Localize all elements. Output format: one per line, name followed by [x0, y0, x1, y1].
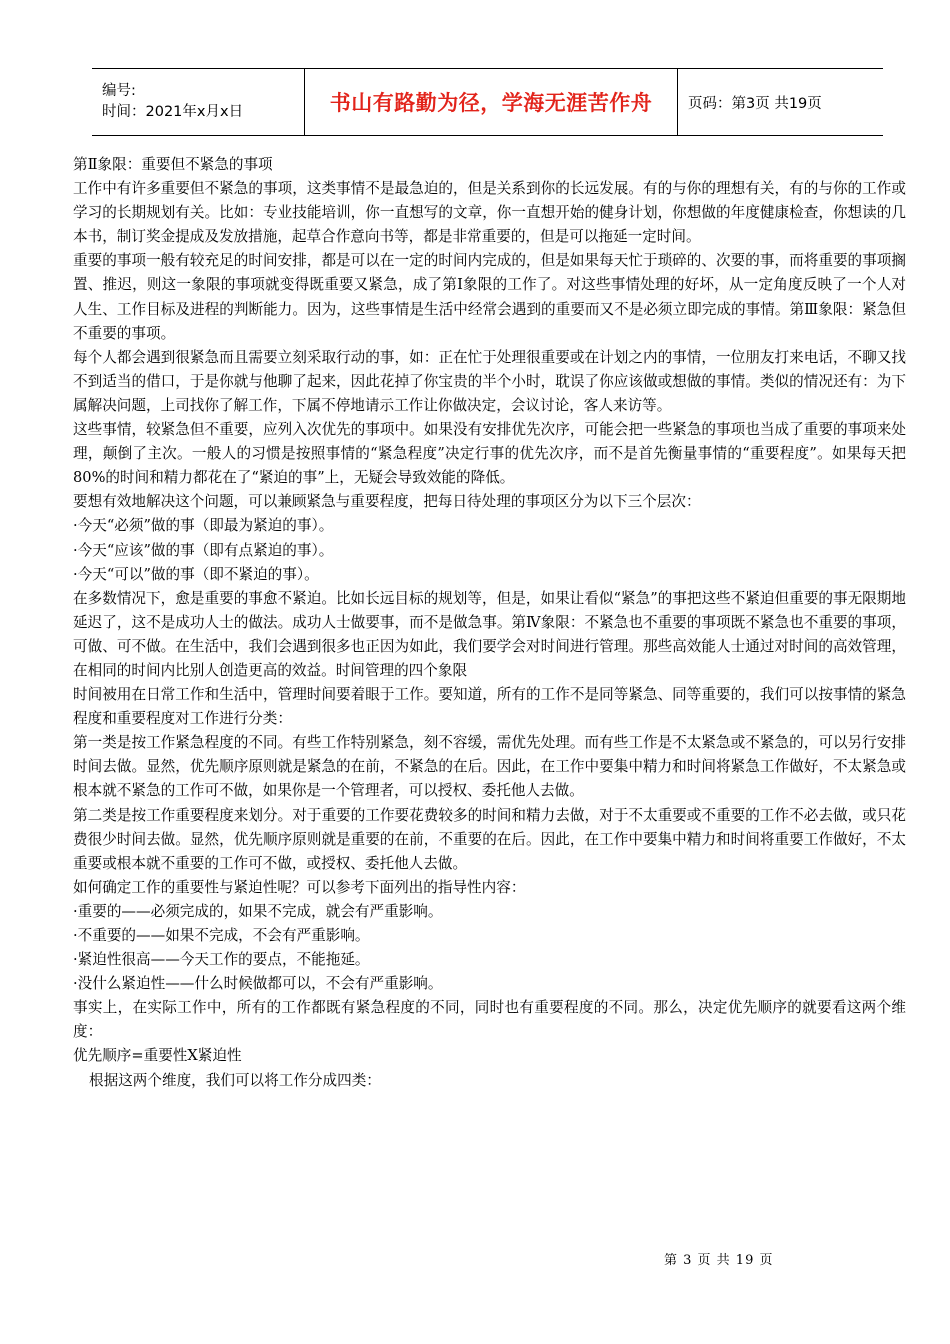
list-item: ·重要的——必须完成的，如果不完成，就会有严重影响。: [73, 902, 443, 920]
header-meta: [92, 69, 305, 136]
document-body: [73, 153, 906, 1093]
paragraph: 第一类是按工作紧急程度的不同。有些工作特别紧急，刻不容缓，需优先处理。而有些工作是不太紧急或不紧急的，可以另行安排时间去做。显然，优先顺序原则就是紧急的在前，不紧急的在后。因此，在工作中要集中精力和时间将紧急工作做好，不太紧急或根本就不紧急的工作可不做，如果你是一个管理者，可以授权、委托他人去做。: [73, 734, 906, 800]
list-item: ·今天“应该”做的事（即有点紧迫的事）。: [73, 541, 334, 559]
list-item: ·今天“可以”做的事（即不紧迫的事）。: [73, 565, 319, 583]
list-item: ·没什么紧迫性——什么时候做都可以，不会有严重影响。: [73, 975, 443, 993]
paragraph: 这些事情，较紧急但不重要，应列入次优先的事项中。如果没有安排优先次序，可能会把一些紧急的事项也当成了重要的事项来处理，颠倒了主次。一般人的习惯是按照事情的“紧急程度”决定行事的优先次序，而不是首先衡量事情的“重要程度”。如果每天把80%的时间和精力都花在了“紧迫的事”上，无疑会导致效能的降低。: [73, 421, 906, 487]
list-item: ·不重要的——如果不完成，不会有严重影响。: [73, 927, 370, 944]
list-item: ·今天“必须”做的事（即最为紧迫的事）。: [73, 517, 334, 535]
paragraph: 在多数情况下，愈是重要的事愈不紧迫。比如长远目标的规划等，但是，如果让看似“紧急”的事把这些不紧迫但重要的事无限期地延迟了，这不是成功人士的做法。成功人士做要事，而不是做急事。第Ⅳ象限：不紧急也不重要的事项既不紧急也不重要的事项，可做、可不做。在生活中，我们会遇到很多也正因为如此，我们要学会对时间进行管理。那些高效能人士通过对时间的高效管理，在相同的时间内比别人创造更高的效益。时间管理的四个象限: [73, 589, 906, 679]
formula: 优先顺序=重要性X紧迫性: [73, 1047, 242, 1065]
paragraph: 第二类是按工作重要程度来划分。对于重要的工作要花费较多的时间和精力去做，对于不太重要或不重要的工作不必去做，或只花费很少时间去做。显然，优先顺序原则就是重要的在前，不重要的在后。因此，在工作中要集中精力和时间将重要工作做好，不太重要或根本就不重要的工作可不做，或授权、委托他人去做。: [73, 806, 906, 872]
header-page-label: 页码：第3页 共19页: [678, 69, 884, 136]
paragraph: 每个人都会遇到很紧急而且需要立刻采取行动的事，如：正在忙于处理很重要或在计划之内的事情，一位朋友打来电话，不聊又找不到适当的借口，于是你就与他聊了起来，因此花掉了你宝贵的半个小时，耽误了你应该做或想做的事情。类似的情况还有：为下属解决问题，上司找你了解工作，下属不停地请示工作让你做决定，会议讨论，客人来访等。: [73, 348, 906, 414]
serial-label: 编号:: [102, 83, 136, 99]
time-label: 时间：2021年x月x日: [102, 104, 244, 120]
page-footer: 第 3 页 共 19 页: [664, 1253, 774, 1268]
list-item: ·紧迫性很高——今天工作的要点，不能拖延。: [73, 951, 370, 969]
paragraph: 重要的事项一般有较充足的时间安排，都是可以在一定的时间内完成的，但是如果每天忙于琐碎的、次要的事，而将重要的事项搁置、推迟，则这一象限的事项就变得既重要又紧急，成了第Ⅰ象限的工作了。对这些事情处理的好坏，从一定角度反映了一个人对人生、工作目标及进程的判断能力。因为，这些事情是生活中经常会遇到的重要而又不是必须立即完成的事情。第Ⅲ象限：紧急但不重要的事项。: [73, 252, 906, 342]
paragraph: 要想有效地解决这个问题，可以兼顾紧急与重要程度，把每日待处理的事项区分为以下三个层次：: [73, 493, 701, 511]
paragraph: 根据这两个维度，我们可以将工作分成四类：: [89, 1071, 381, 1089]
paragraph: 时间被用在日常工作和生活中，管理时间要着眼于工作。要知道，所有的工作不是同等紧急、同等重要的，我们可以按事情的紧急程度和重要程度对工作进行分类：: [73, 686, 906, 728]
paragraph: 事实上，在实际工作中，所有的工作都既有紧急程度的不同，同时也有重要程度的不同。那么，决定优先顺序的就要看这两个维度：: [73, 999, 906, 1041]
section-heading: 第Ⅱ象限：重要但不紧急的事项: [73, 156, 273, 173]
page-header: [92, 68, 883, 136]
header-motto: 书山有路勤为径，学海无涯苦作舟: [305, 69, 678, 136]
paragraph: 如何确定工作的重要性与紧迫性呢？可以参考下面列出的指导性内容：: [73, 878, 526, 896]
paragraph: 工作中有许多重要但不紧急的事项，这类事情不是最急迫的，但是关系到你的长远发展。有的与你的理想有关，有的与你的工作或学习的长期规划有关。比如：专业技能培训，你一直想写的文章，你一直想开始的健身计划，你想做的年度健康检查，你想读的几本书，制订奖金提成及发放措施，起草合作意向书等，都是非常重要的，但是可以拖延一定时间。: [73, 180, 906, 246]
